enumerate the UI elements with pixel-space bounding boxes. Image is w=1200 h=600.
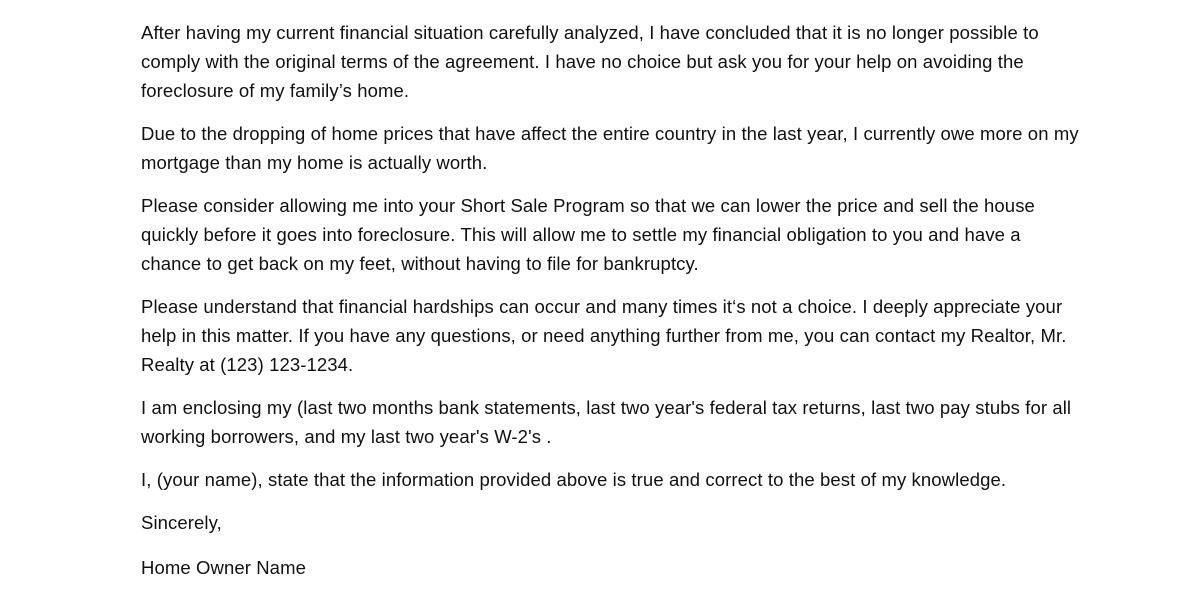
paragraph-enclosures: I am enclosing my (last two months bank statements, last two year's federal tax returns, last two pay stubs for all working borrowers, and my last two year's W-2's . (141, 397, 1072, 447)
paragraph-financial-situation: After having my current financial situation carefully analyzed, I have concluded that it is no longer possible to comply with the original terms of the agreement. I have no choice but ask you for your help on avoiding the foreclosure of my family’s home. (141, 22, 1039, 101)
paragraph-short-sale-request: Please consider allowing me into your Short Sale Program so that we can lower the price and sell the house quickly before it goes into foreclosure. This will allow me to settle my financial obligation to you and have a chance to get back on my feet, without having to file for bankruptcy. (141, 195, 1035, 274)
letter-body (141, 18, 1081, 582)
paragraph-home-prices: Due to the dropping of home prices that have affect the entire country in the last year, I currently owe more on my mortgage than my home is actually worth. (141, 123, 1079, 173)
paragraph-hardship-contact: Please understand that financial hardships can occur and many times it‘s not a choice. I deeply appreciate your help in this matter. If you have any questions, or need anything further from me, you can contact my Realtor, Mr. Realty at (123) 123-1234. (141, 296, 1067, 375)
closing-salutation: Sincerely, (141, 512, 222, 533)
paragraph-statement: I, (your name), state that the information provided above is true and correct to the best of my knowledge. (141, 469, 1007, 490)
signature-name: Home Owner Name (141, 557, 306, 578)
